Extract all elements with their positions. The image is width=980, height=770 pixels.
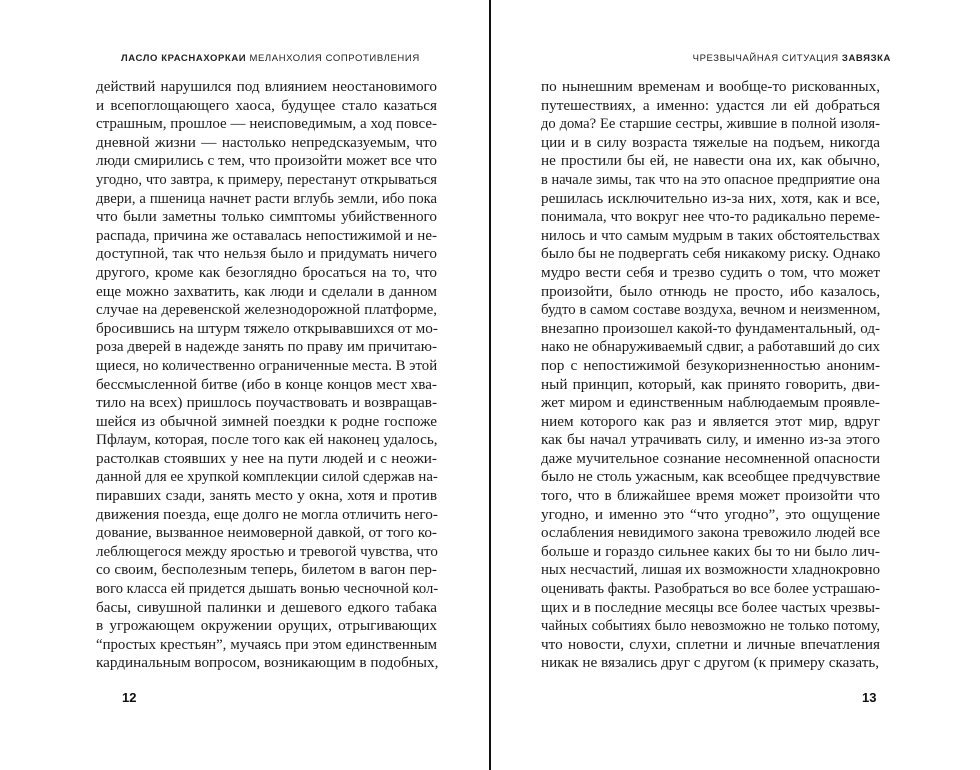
text-line: нилось и что самым мудрым в таких обстоятельствах [541,227,880,244]
text-line: растолкав стоявших у нее на пути людей и с неожи- [96,449,437,467]
text-line: щиеся, но количественно ограниченные места. В этой [96,357,438,374]
text-line: было бы не подвергать себя никакому риску. Однако [541,245,881,263]
text-line: до дома? Ее старшие сестры, жившие в полной изоля- [541,116,880,133]
text-line: нием которого как раз и является этот мир, вдруг [541,412,880,430]
text-line: будто в самом составе воздуха, вечном и неизменном, [541,302,881,319]
text-line: кардинальным вопросом, возникающим в подобных, [96,654,439,672]
text-line: данной для ее хрупкой комплекции силой сдержав на- [96,469,438,486]
text-line: шейся из обычной зимней поездки к родне госпоже [96,412,437,430]
text-line: ции и в силу возраста тяжелые на подъем, никогда [541,133,880,151]
text-line: в начале зимы, так что на это опасное предприятие она [541,171,880,188]
left-page [0,0,489,770]
text-line: по нынешним временам и вообще-то рискованных, [541,78,880,95]
text-line: нако не обнаруживаемый сдвиг, а работавший до сих [541,339,881,356]
text-line: движения поезда, еще долго не могла отличить него- [96,505,438,523]
text-line: пиравших сзади, занять место у окна, хотя и против [96,487,437,505]
text-line: что новости, слухи, сплетни и личные впечатления [541,635,880,653]
text-line: пор с непостижимой безукоризненностью аноним- [541,356,880,374]
text-line: щих и в последние месяцы все более частых чрезвы- [541,599,880,616]
text-line: леблющегося между яростью и тревогой чувства, что [96,543,438,560]
text-line: случае на деревенской железнодорожной платформе, [96,302,437,319]
text-line: дование, вызванное неимоверной давкой, от того ко- [96,524,437,542]
text-line: угодно, что завтра, к примеру, перестанут открываться [96,171,437,188]
text-line: двери, а пшеница начнет расти вглубь земли, ибо пока [96,190,437,207]
text-line: ных несчастий, лишая их возможности хладнокровно [541,562,880,579]
text-line: люди смирились с тем, что произойти может все что [96,152,437,170]
text-line: как бы начал утрачивать силу, и именно из-за этого [541,431,880,449]
running-head-author: ЛАСЛО КРАСНАХОРКАИ [121,53,247,64]
running-head-book-title: МЕЛАНХОЛИЯ СОПРОТИВЛЕНИЯ [249,53,420,64]
text-line: действий нарушился под влиянием неостановимого [96,78,437,95]
text-line: тило на всех) пришлось поучаствовать и возвращав- [96,394,437,412]
text-line: оценивать факты. Разобраться во все более устрашаю- [541,581,880,598]
text-line: страшным, прошлое — неисповедимым, а ход повсе- [96,116,437,133]
text-line: вого класса ей придется дышать вонью чесночной кол- [96,581,439,598]
running-head-part: ЗАВЯЗКА [841,53,891,64]
text-line: никак не вязались друг с другом (к примеру сказать, [541,654,880,672]
text-line: Пфлаум, которая, после того как ей наконец удалось, [96,431,438,449]
text-line: роза дверей в надежде занять по праву им причитаю- [96,339,437,356]
text-line: распада, причина же оставалась непостижимой и не- [96,227,437,244]
text-line: басы, сивушной палинки и дешевого едкого табака [96,598,437,616]
text-line: чайных событиях было невозможно не только потому, [541,618,880,635]
text-line: дневной жизни — настолько непредсказуемым, что [96,133,437,151]
text-line: бессмысленной битве (ибо в конце концов мест хва- [96,375,437,393]
text-line: еще можно захватить, как люди и сделали в данном [96,282,437,300]
text-line: бросившись на штурм тяжело открывавшихся от мо- [96,319,438,337]
running-head-right [693,53,891,64]
text-line: доступной, так что нельзя было и придумать ничего [96,245,437,263]
text-line: и всепоглощающего хаоса, будущее стало казаться [96,96,437,114]
right-page [491,0,980,770]
running-head-left [121,53,420,64]
running-head-section: ЧРЕЗВЫЧАЙНАЯ СИТУАЦИЯ [692,53,839,64]
text-line: было не столь ужасным, как всеобщее предчувствие [541,468,881,486]
page-number-right: 13 [862,690,877,705]
text-line: что были заметны только симптомы убийственного [96,208,437,226]
text-line: ный принцип, который, как принято говорить, дви- [541,375,880,393]
text-line: в угрожающем окружении орущих, отрыгивающих [96,617,437,635]
text-line: даже мучительное сознание несомненной опасности [541,450,880,467]
text-line: другого, кроме как безоглядно бросаться на то, что [96,263,437,281]
page-number-left: 12 [122,690,137,705]
text-line: жет миром и единственным наблюдаемым проявле- [541,394,880,412]
left-body-text [96,78,437,673]
text-line: больше и гораздо сильнее каких бы то ни было лич- [541,542,880,560]
text-line: “простых крестьян”, мучаясь при этом единственным [96,636,437,653]
text-line: со своим, бесполезным теперь, билетом в вагон пер- [96,561,437,579]
text-line: решилась исключительно из-за них, хотя, как и все, [541,189,880,207]
text-line: не простили бы ей, не навести она их, как обычно, [541,152,880,170]
text-line: угодно, и именно это “что угодно”, это ощущение [541,505,880,523]
text-line: внезапно произошел какой-то фундаментальный, од- [541,320,880,337]
right-body-text [541,78,880,673]
text-line: понимала, что вокруг нее что-то радикально переме- [541,209,880,226]
text-line: путешествиях, а именно: удастся ли ей добраться [541,96,880,114]
text-line: того, что в ближайшее время может произойти что [541,487,880,505]
text-line: произойти, было отнюдь не просто, ибо казалось, [541,282,880,300]
text-line: мудро вести себя и трезво судить о том, что может [541,263,880,281]
text-line: ослабления невидимого закона тревожило людей все [541,525,880,542]
